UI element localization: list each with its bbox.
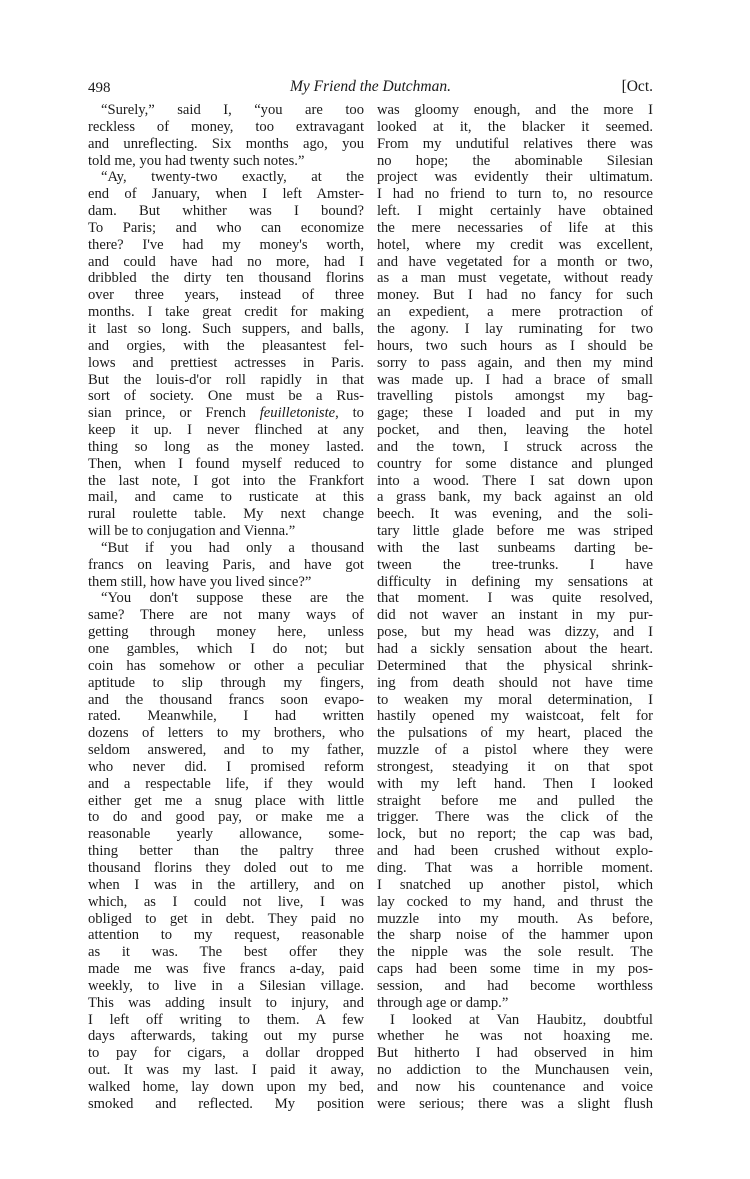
text-line: through age or damp.”: [377, 994, 509, 1011]
text-line: weekly, to live in a Silesian village.: [88, 977, 364, 994]
text-line: “But if you had only a thousand: [101, 539, 364, 556]
text-line: obliged to get in debt. They paid no: [88, 910, 364, 927]
text-line: over three years, instead of three: [88, 287, 364, 304]
text-line: dozens of letters to my brothers, who: [88, 725, 364, 742]
text-line: which, as I could not live, I was: [88, 893, 364, 910]
text-line: Determined that the physical shrink-: [377, 657, 653, 674]
text-line: attention to my request, reasonable: [88, 927, 364, 944]
text-line: difficulty in defining my sensations at: [377, 573, 653, 590]
page-number: 498: [88, 80, 111, 96]
text-line: were serious; there was a slight flush: [377, 1095, 653, 1112]
text-line: To Paris; and who can economize: [88, 219, 364, 236]
text-line: caps had been some time in my pos-: [377, 961, 653, 978]
text-line: smoked and reflected. My position: [88, 1095, 364, 1112]
text-line: out. It was my last. I paid it away,: [88, 1062, 364, 1079]
text-line: whether he was not hoaxing me.: [377, 1028, 653, 1045]
text-line: with my left hand. Then I looked: [377, 775, 653, 792]
text-line: “Surely,” said I, “you are too: [101, 102, 364, 118]
text-line: same? There are not many ways of: [88, 607, 364, 624]
text-line: lock, but no report; the cap was bad,: [377, 826, 653, 843]
text-line: as a man must vegetate, without ready: [377, 270, 653, 287]
text-line: had a sickly sensation about the heart.: [377, 641, 653, 657]
text-line: the sharp noise of the hammer upon: [377, 927, 653, 944]
text-line: dribbled the dirty ten thousand florins: [88, 270, 364, 287]
text-line: and unreflecting. Six months ago, you: [88, 135, 364, 152]
text-line: no addiction to the Munchausen vein,: [377, 1062, 653, 1079]
text-line: “Ay, twenty-two exactly, at the: [101, 169, 364, 186]
text-line: I looked at Van Haubitz, doubtful: [390, 1011, 653, 1028]
text-line: project was evidently their ultimatum.: [377, 169, 653, 186]
running-title: My Friend the Dutchman.: [290, 78, 451, 95]
text-line: seldom answered, and to my father,: [88, 742, 364, 759]
text-line: strongest, steadying it on that spot: [377, 758, 653, 775]
text-line: francs on leaving Paris, and have got: [88, 556, 364, 573]
text-line: But the louis-d'or roll rapidly in that: [88, 371, 364, 388]
text-line: mail, and came to rusticate at this: [88, 489, 364, 506]
text-line: “You don't suppose these are the: [101, 590, 364, 607]
text-line: money. But I had no fancy for such: [377, 287, 653, 304]
text-line: hours, two such hours as I should be: [377, 337, 653, 354]
text-line: I had no friend to turn to, no resource: [377, 186, 653, 203]
text-line: dam. But whither was I bound?: [88, 203, 364, 220]
left-column: [88, 102, 364, 1113]
running-date: [Oct.: [621, 78, 653, 95]
text-segment: , to: [335, 405, 364, 422]
text-line: hastily opened my waistcoat, felt for: [377, 708, 653, 725]
text-line: and the town, I struck across the: [377, 438, 653, 455]
text-line: I left off writing to them. A few: [88, 1011, 364, 1028]
italic-term: feuilletoniste: [259, 405, 336, 422]
text-line: tary little glade before me was striped: [377, 523, 653, 540]
text-line: it last so long. Such suppers, and balls,: [88, 320, 364, 337]
running-header: [88, 78, 653, 98]
text-line: and the thousand francs soon evapo-: [88, 691, 364, 708]
text-line: hotel, where my credit was excellent,: [377, 236, 653, 253]
text-line: with the last sunbeams darting be-: [377, 539, 653, 556]
text-line: thing so long as the money lasted.: [88, 438, 364, 455]
text-line: did not waver an instant in my pur-: [377, 607, 653, 624]
text-line: was gloomy enough, and the more I: [377, 102, 653, 118]
text-line: and now his countenance and voice: [377, 1078, 653, 1095]
text-line: left. I might certainly have obtained: [377, 203, 653, 220]
text-line: one gambles, which I do not; but: [88, 641, 364, 657]
text-line: country for some distance and plunged: [377, 455, 653, 472]
text-line: looked at it, the blacker it seemed.: [377, 118, 653, 135]
text-line: an expedient, a mere protraction of: [377, 304, 653, 321]
text-line: a grass bank, my back against an old: [377, 489, 653, 506]
text-line: lows and prettiest actresses in Paris.: [88, 354, 364, 371]
text-line: lay cocked to my hand, and thrust the: [377, 893, 653, 910]
text-line: But hitherto I had observed in him: [377, 1045, 653, 1062]
text-line: keep it up. I never flinched at any: [88, 422, 364, 439]
text-line: getting through money here, unless: [88, 624, 364, 641]
text-line: and orgies, with the pleasantest fel-: [88, 337, 364, 354]
text-line: ing from death should not have time: [377, 674, 653, 691]
text-line: sort of society. One must be a Rus-: [88, 388, 364, 405]
text-line: rural roulette table. My next change: [88, 506, 364, 523]
text-line: days afterwards, taking out my purse: [88, 1028, 364, 1045]
text-line: the pulsations of my heart, placed the: [377, 725, 653, 742]
text-line: either get me a snug place with little: [88, 792, 364, 809]
text-line: From my undutiful relatives there was: [377, 135, 653, 152]
text-line: end of January, when I left Amster-: [88, 186, 364, 203]
text-line: trigger. There was the click of the: [377, 809, 653, 826]
text-line: coin has somehow or other a peculiar: [88, 657, 364, 674]
text-line: will be to conjugation and Vienna.”: [88, 523, 296, 540]
text-line: gage; these I loaded and put in my: [377, 405, 653, 422]
text-line: who never did. I promised reform: [88, 758, 364, 775]
right-column: [377, 102, 653, 1113]
text-line: thing better than the paltry three: [88, 843, 364, 860]
text-line: told me, you had twenty such notes.”: [88, 152, 305, 169]
text-line: the nipple was the sole result. The: [377, 944, 653, 961]
text-line: session, and had become worthless: [377, 977, 653, 994]
text-line: muzzle of a pistol where they were: [377, 742, 653, 759]
text-line: aptitude to slip through my fingers,: [88, 674, 364, 691]
text-line: made me was five francs a-day, paid: [88, 961, 364, 978]
text-line: reasonable yearly allowance, some-: [88, 826, 364, 843]
text-line: months. I take great credit for making: [88, 304, 364, 321]
text-line: reckless of money, too extravagant: [88, 118, 364, 135]
text-line: [88, 405, 364, 422]
text-line: beech. It was evening, and the soli-: [377, 506, 653, 523]
text-line: This was adding insult to injury, and: [88, 994, 364, 1011]
text-line: thousand florins they doled out to me: [88, 859, 364, 876]
text-line: into a wood. There I sat down upon: [377, 472, 653, 489]
text-line: to do and good pay, or make me a: [88, 809, 364, 826]
text-line: no hope; the abominable Silesian: [377, 152, 653, 169]
text-line: and have vegetated for a month or two,: [377, 253, 653, 270]
text-line: I snatched up another pistol, which: [377, 876, 653, 893]
text-line: Then, when I found myself reduced to: [88, 455, 364, 472]
text-line: that moment. I was quite resolved,: [377, 590, 653, 607]
text-line: when I was in the artillery, and on: [88, 876, 364, 893]
text-line: and a respectable life, if they would: [88, 775, 364, 792]
text-line: rated. Meanwhile, I had written: [88, 708, 364, 725]
text-line: and could have had no more, had I: [88, 253, 364, 270]
text-line: travelling pistols amongst my bag-: [377, 388, 653, 405]
text-line: muzzle into my mouth. As before,: [377, 910, 653, 927]
text-line: tween the tree-trunks. I have: [377, 556, 653, 573]
text-line: sorry to pass again, and then my mind: [377, 354, 653, 371]
text-line: straight before me and pulled the: [377, 792, 653, 809]
text-line: the last note, I got into the Frankfort: [88, 472, 364, 489]
text-line: was made up. I had a brace of small: [377, 371, 653, 388]
text-segment: sian prince, or French: [88, 405, 260, 422]
text-line: to pay for cigars, a dollar dropped: [88, 1045, 364, 1062]
text-line: and had been crushed without explo-: [377, 843, 653, 860]
text-line: there? I've had my money's worth,: [88, 236, 364, 253]
text-line: them still, how have you lived since?”: [88, 573, 312, 590]
text-line: the mere necessaries of life at this: [377, 219, 653, 236]
text-line: to weaken my moral determination, I: [377, 691, 653, 708]
text-line: as it was. The best offer they: [88, 944, 364, 961]
text-line: ding. That was a horrible moment.: [377, 859, 653, 876]
text-line: walked home, lay down upon my bed,: [88, 1078, 364, 1095]
text-line: pose, but my head was dizzy, and I: [377, 624, 653, 641]
text-line: the agony. I lay ruminating for two: [377, 320, 653, 337]
text-line: pocket, and then, leaving the hotel: [377, 422, 653, 439]
